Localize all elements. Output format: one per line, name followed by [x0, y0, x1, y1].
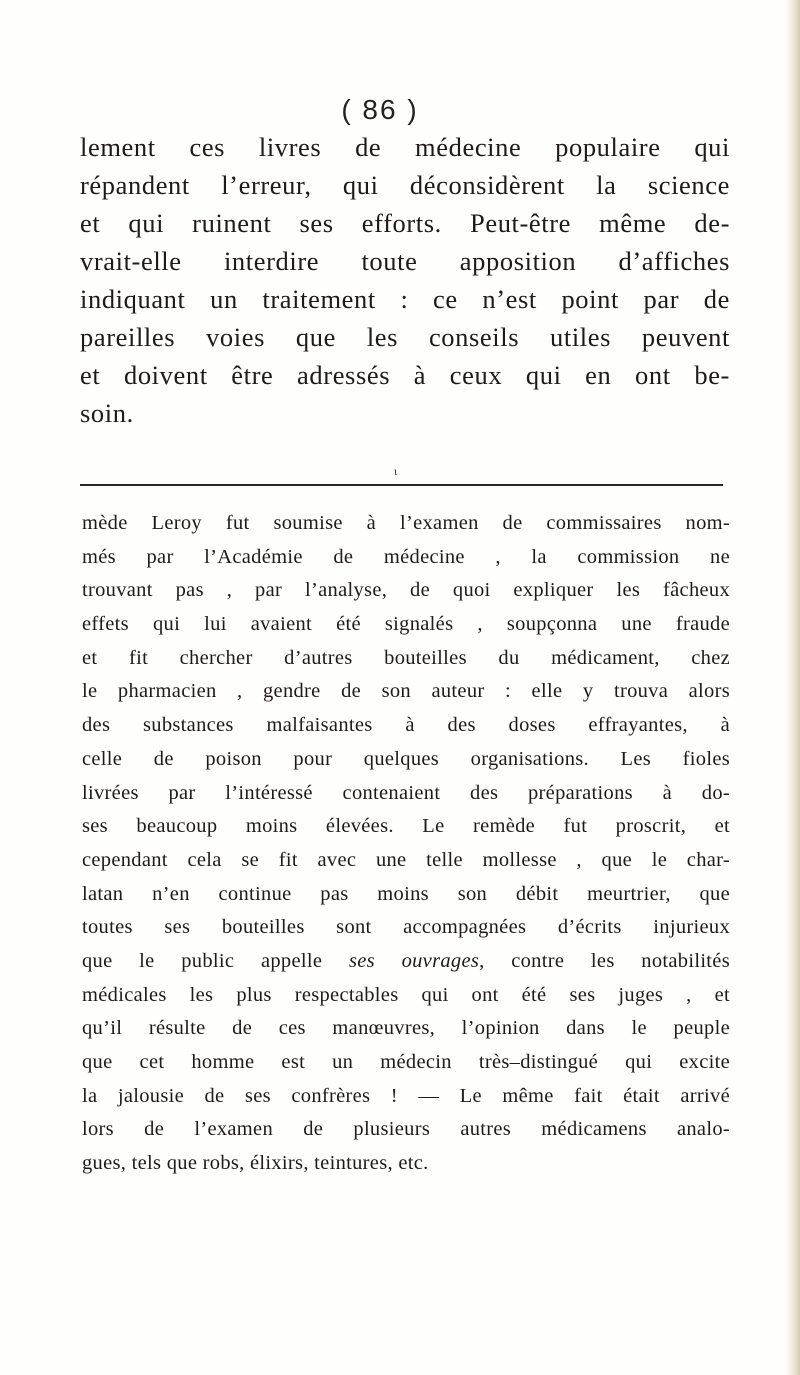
footnote — [82, 507, 730, 1181]
text-line: vrait-elle interdire toute apposition d’affiches — [80, 246, 730, 276]
page-edge-shadow — [786, 0, 800, 1375]
italic-title: ses ouvrages — [348, 949, 480, 972]
footnote-line: trouvant pas , par l’analyse, de quoi expliquer les fâcheux — [82, 579, 730, 602]
text-line: indiquant un traitement : ce n’est point par de — [80, 284, 730, 314]
footnote-line: ses beaucoup moins élevées. Le remède fut proscrit, et — [82, 815, 730, 838]
footnote-line: le pharmacien , gendre de son auteur : elle y trouva alors — [82, 680, 730, 703]
footnote-line — [82, 945, 730, 979]
footnote-line: et fit chercher d’autres bouteilles du médicament, chez — [82, 646, 730, 669]
text-line: lement ces livres de médecine populaire qui — [80, 132, 730, 162]
text-line: répandent l’erreur, qui déconsidèrent la science — [80, 170, 730, 200]
text-line: soin. — [80, 398, 134, 428]
page-number: ( 86 ) — [341, 94, 419, 125]
main-paragraph — [80, 128, 730, 432]
footnote-line: médicales les plus respectables qui ont été ses juges , et — [82, 983, 730, 1006]
footnote-line: lors de l’examen de plusieurs autres médicamens analo- — [82, 1118, 730, 1141]
text-line: et doivent être adressés à ceux qui en ont be- — [80, 360, 730, 390]
footnote-line: cependant cela se fit avec une telle mollesse , que le char- — [82, 848, 730, 871]
text-line: et qui ruinent ses efforts. Peut-être même de- — [80, 208, 730, 238]
stray-print-mark: ι — [394, 464, 398, 478]
footnote-line: celle de poison pour quelques organisations. Les fioles — [82, 747, 730, 770]
footnote-line: qu’il résulte de ces manœuvres, l’opinion dans le peuple — [82, 1017, 730, 1040]
footnote-line: effets qui lui avaient été signalés , soupçonna une fraude — [82, 613, 730, 636]
footnote-line: que cet homme est un médecin très–distingué qui excite — [82, 1051, 730, 1073]
footnote-line: més par l’Académie de médecine , la commission ne — [82, 545, 730, 568]
footnote-text: que le public appelle — [82, 949, 349, 972]
footnote-line: latan n’en continue pas moins son débit meurtrier, que — [82, 882, 730, 905]
footnote-line: des substances malfaisantes à des doses effrayantes, à — [82, 714, 730, 737]
footnote-line: mède Leroy fut soumise à l’examen de commissaires nom- — [82, 512, 730, 534]
footnote-line: livrées par l’intéressé contenaient des préparations à do- — [82, 781, 730, 804]
text-line: pareilles voies que les conseils utiles peuvent — [80, 322, 730, 352]
footnote-text: , contre les notabilités — [479, 949, 730, 972]
footnote-line: la jalousie de ses confrères ! — Le même fait était arrivé — [82, 1084, 730, 1107]
footnote-line: gues, tels que robs, élixirs, teintures, etc. — [82, 1152, 429, 1175]
footnote-line: toutes ses bouteilles sont accompagnées d’écrits injurieux — [82, 916, 730, 939]
footnote-divider — [80, 484, 723, 486]
